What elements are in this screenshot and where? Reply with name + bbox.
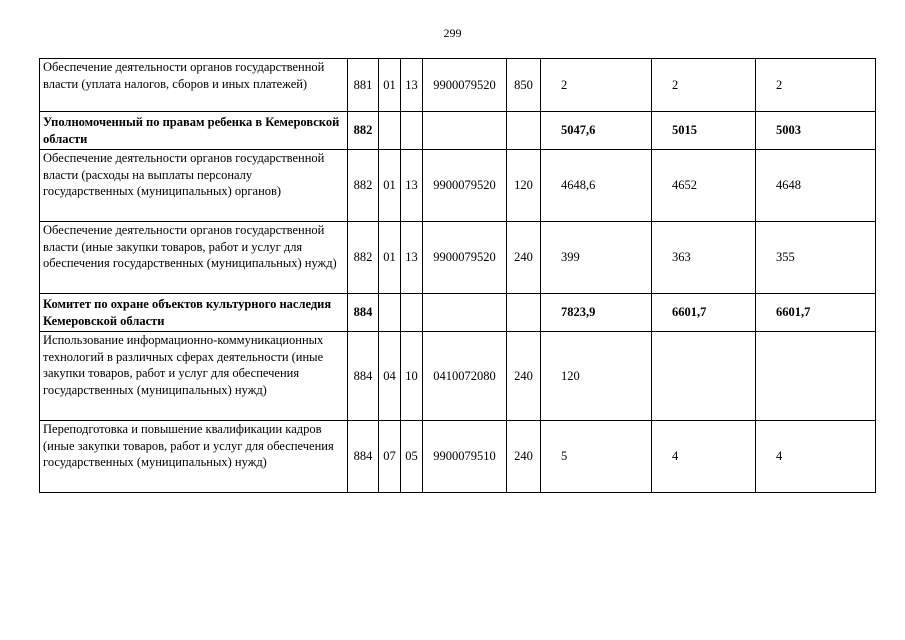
row-amount-year1: 399: [541, 222, 652, 294]
row-amount-year2: 4652: [652, 150, 756, 222]
table-row: [40, 150, 876, 222]
row-amount-year3: 2: [756, 59, 876, 112]
row-amount-year3: 6601,7: [756, 294, 876, 332]
row-gr: 884: [348, 332, 379, 421]
row-vr: 240: [507, 222, 541, 294]
row-amount-year2: 363: [652, 222, 756, 294]
row-amount-year3: 355: [756, 222, 876, 294]
row-amount-year2: 2: [652, 59, 756, 112]
table-row: [40, 332, 876, 421]
row-vr: 850: [507, 59, 541, 112]
table-row: [40, 421, 876, 493]
row-csr: 9900079510: [423, 421, 507, 493]
row-rz: 07: [379, 421, 401, 493]
row-rz: 04: [379, 332, 401, 421]
row-gr: 882: [348, 222, 379, 294]
row-amount-year1: 5047,6: [541, 112, 652, 150]
row-name: Переподготовка и повышение квалификации кадров (иные закупки товаров, работ и услуг для обеспечения государственных (муниципальных) нужд): [40, 421, 348, 493]
row-csr: [423, 294, 507, 332]
row-rz: 01: [379, 59, 401, 112]
row-amount-year1: 7823,9: [541, 294, 652, 332]
table-row: [40, 294, 876, 332]
row-amount-year2: 5015: [652, 112, 756, 150]
row-csr: 9900079520: [423, 222, 507, 294]
row-rz: 01: [379, 150, 401, 222]
row-vr: 240: [507, 332, 541, 421]
row-amount-year1: 4648,6: [541, 150, 652, 222]
row-amount-year3: 5003: [756, 112, 876, 150]
row-gr: 881: [348, 59, 379, 112]
budget-table: [39, 58, 876, 493]
row-vr: 120: [507, 150, 541, 222]
row-rz: 01: [379, 222, 401, 294]
row-amount-year3: [756, 332, 876, 421]
row-csr: 9900079520: [423, 59, 507, 112]
row-name: Обеспечение деятельности органов государственной власти (уплата налогов, сборов и иных платежей): [40, 59, 348, 112]
row-amount-year1: 5: [541, 421, 652, 493]
row-amount-year1: 2: [541, 59, 652, 112]
row-csr: 9900079520: [423, 150, 507, 222]
page-number: 299: [443, 26, 462, 40]
row-rz: [379, 112, 401, 150]
row-pr: 13: [401, 59, 423, 112]
row-amount-year2: [652, 332, 756, 421]
row-rz: [379, 294, 401, 332]
row-pr: 13: [401, 222, 423, 294]
row-name: Комитет по охране объектов культурного наследия Кемеровской области: [40, 294, 348, 332]
row-amount-year3: 4: [756, 421, 876, 493]
row-amount-year2: 6601,7: [652, 294, 756, 332]
row-csr: 0410072080: [423, 332, 507, 421]
row-pr: 10: [401, 332, 423, 421]
row-gr: 884: [348, 421, 379, 493]
row-name: Обеспечение деятельности органов государственной власти (иные закупки товаров, работ и услуг для обеспечения государственных (муниципальных) нужд): [40, 222, 348, 294]
row-pr: [401, 294, 423, 332]
row-amount-year2: 4: [652, 421, 756, 493]
table-row: [40, 222, 876, 294]
row-name: Уполномоченный по правам ребенка в Кемеровской области: [40, 112, 348, 150]
row-pr: 05: [401, 421, 423, 493]
row-vr: 240: [507, 421, 541, 493]
row-gr: 882: [348, 112, 379, 150]
row-pr: 13: [401, 150, 423, 222]
row-name: Использование информационно-коммуникационных технологий в различных сферах деятельности (иные закупки товаров, работ и услуг для обеспечения государственных (муниципальных) нужд): [40, 332, 348, 421]
row-pr: [401, 112, 423, 150]
row-amount-year3: 4648: [756, 150, 876, 222]
row-amount-year1: 120: [541, 332, 652, 421]
table-row: [40, 59, 876, 112]
row-gr: 884: [348, 294, 379, 332]
row-gr: 882: [348, 150, 379, 222]
table-row: [40, 112, 876, 150]
row-csr: [423, 112, 507, 150]
row-vr: [507, 294, 541, 332]
row-name: Обеспечение деятельности органов государственной власти (расходы на выплаты персоналу государственных (муниципальных) органов): [40, 150, 348, 222]
row-vr: [507, 112, 541, 150]
